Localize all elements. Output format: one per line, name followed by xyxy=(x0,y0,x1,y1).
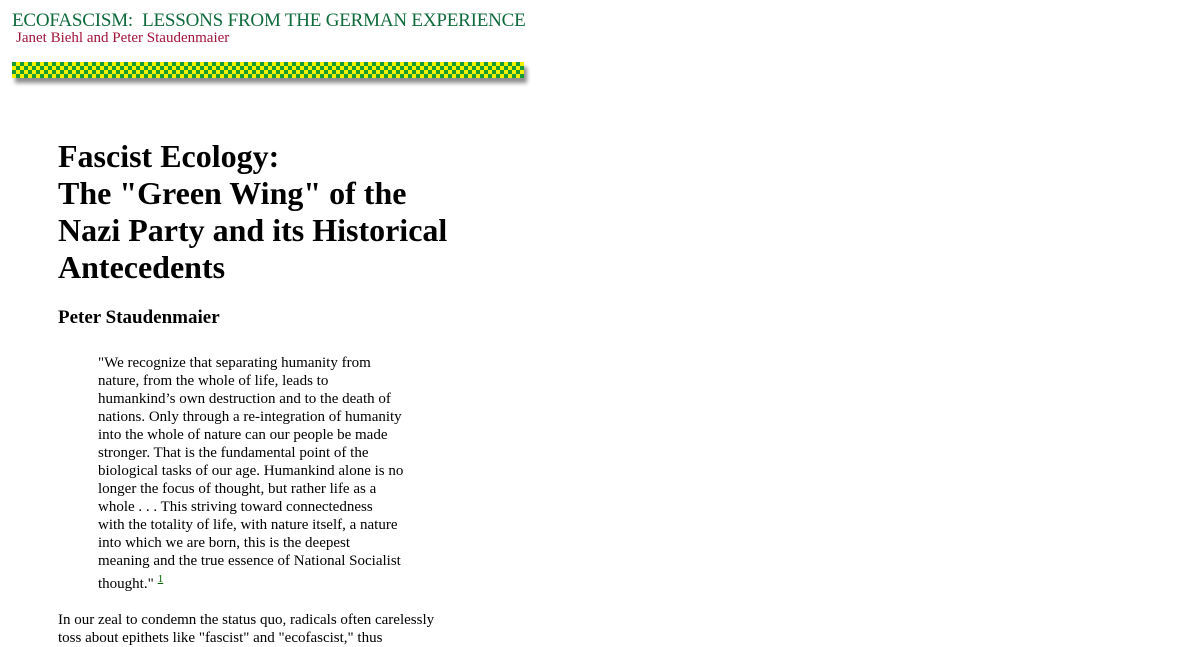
quote-line: biological tasks of our age. Humankind alone is no xyxy=(98,463,404,479)
banner-title: ECOFASCISM: LESSONS FROM THE GERMAN EXPERIENCE xyxy=(12,10,526,31)
banner-authors: Janet Biehl and Peter Staudenmaier xyxy=(16,30,230,46)
quote-line: into which we are born, this is the deepest xyxy=(98,535,351,551)
quote-line: with the totality of life, with nature itself, a nature xyxy=(98,517,398,533)
quote-line: into the whole of nature can our people be made xyxy=(98,427,388,443)
paragraph-line: toss about epithets like "fascist" and "ecofascist," thus xyxy=(58,630,383,646)
quote-line: nature, from the whole of life, leads to xyxy=(98,373,329,389)
paragraph-line: In our zeal to condemn the status quo, radicals often carelessly xyxy=(58,612,435,628)
article-author: Peter Staudenmaier xyxy=(58,307,220,328)
title-line: Nazi Party and its Historical xyxy=(58,212,448,248)
title-line: The "Green Wing" of the xyxy=(58,175,407,211)
quote-line: "We recognize that separating humanity from xyxy=(98,355,371,371)
quote-line: humankind’s own destruction and to the death of xyxy=(98,391,391,407)
article xyxy=(58,138,478,647)
footnote-link[interactable]: 1 xyxy=(157,573,164,585)
title-line: Antecedents xyxy=(58,249,226,285)
footnote-ref xyxy=(158,573,164,585)
quote-line: stronger. That is the fundamental point of the xyxy=(98,445,369,461)
quote-line: whole . . . This striving toward connectedness xyxy=(98,499,373,515)
quote-line: nations. Only through a re-integration of humanity xyxy=(98,409,402,425)
title-line: Fascist Ecology: xyxy=(58,138,280,174)
article-title xyxy=(58,138,478,286)
body-paragraph xyxy=(58,611,458,647)
quote-line: meaning and the true essence of National Socialist xyxy=(98,553,401,569)
quote-line: thought." xyxy=(98,576,154,592)
epigraph-quote xyxy=(98,354,428,593)
checkered-divider xyxy=(12,62,524,78)
site-banner xyxy=(12,8,528,88)
quote-line: longer the focus of thought, but rather life as a xyxy=(98,481,377,497)
